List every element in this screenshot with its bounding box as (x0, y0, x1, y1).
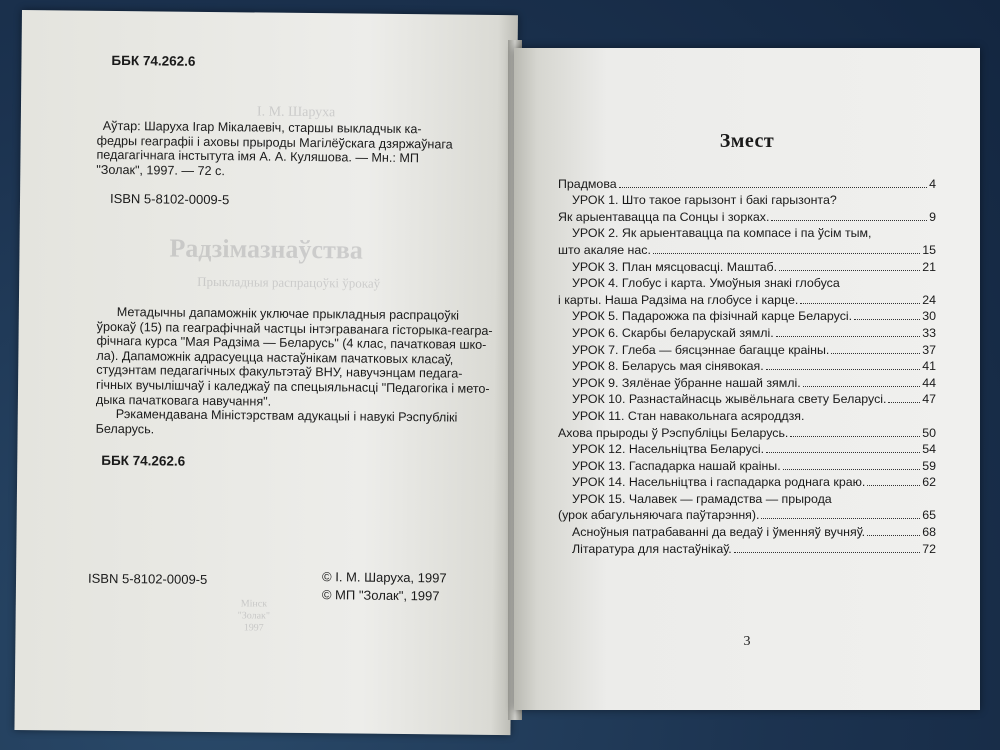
stamp-line: 1997 (243, 622, 264, 634)
toc-entry-title: што акаляе нас. (558, 242, 651, 257)
description-line: Рэкамендавана Міністэрствам адукацыі і навукі Рэспублікі (115, 407, 458, 425)
toc-entry (558, 539, 936, 556)
stamp-line: "Золак" (237, 610, 271, 622)
left-page (14, 10, 518, 735)
toc-entry (558, 406, 936, 423)
toc-dot-leader (867, 534, 920, 536)
toc-dot-leader (800, 302, 920, 304)
toc-entry-title: Прадмова (558, 176, 617, 191)
bbk-code-bottom: ББК 74.262.6 (101, 452, 186, 469)
toc-dot-leader (653, 252, 920, 254)
toc-entry-page: 9 (929, 209, 936, 224)
toc-entry (558, 224, 936, 241)
toc-entry-page: 47 (922, 392, 936, 407)
toc-entry (558, 522, 936, 539)
toc-entry (558, 373, 936, 390)
toc-entry (558, 473, 936, 490)
toc-entry-page: 4 (929, 176, 936, 191)
author-line: Аўтар: Шаруха Ігар Мікалаевіч, старшы выкладчык ка- (102, 118, 422, 137)
toc-entry (558, 340, 936, 357)
toc-dot-leader (779, 269, 920, 271)
toc-entry-title: і карты. Наша Радзіма на глобусе і карце. (558, 292, 799, 307)
ghost-subtitle: Прыкладныя распрацоўкі ўрокаў (197, 273, 381, 291)
toc-dot-leader (790, 435, 920, 437)
toc-dot-leader (803, 385, 921, 387)
toc-entry-title: Літаратура для настаўнікаў. (572, 541, 732, 556)
stamp-line: Мінск (240, 598, 268, 610)
isbn-top: ISBN 5-8102-0009-5 (109, 190, 230, 208)
toc-entry-page: 15 (922, 242, 936, 257)
toc-entry (558, 257, 936, 274)
description-line: Беларусь. (95, 421, 155, 437)
description-line: фічнага курса "Мая Радзіма — Беларусь" (4 клас, пачатковая шко- (96, 333, 487, 353)
ghost-author: І. М. Шаруха (256, 104, 336, 121)
toc-dot-leader (771, 219, 927, 221)
toc-dot-leader (619, 186, 927, 188)
description-block (96, 305, 493, 440)
toc-title: Змест (719, 130, 775, 152)
toc-entry-title: УРОК 11. Стан навакольнага асяроддзя. (572, 408, 805, 423)
toc-entry-page: 59 (922, 458, 936, 473)
toc-entry-title: УРОК 5. Падарожжа па фізічнай карце Беларусі. (572, 309, 853, 324)
description-line: дыка пачатковага навучання". (95, 392, 272, 409)
author-line: "Золак", 1997. — 72 с. (96, 162, 225, 178)
page-number: 3 (743, 634, 751, 649)
toc-entry-title: УРОК 4. Глобус і карта. Умоўныя знакі глобуса (572, 276, 840, 291)
toc-entry-page: 21 (922, 259, 936, 274)
isbn-bottom: ISBN 5-8102-0009-5 (87, 570, 208, 587)
toc-entry (558, 323, 936, 340)
toc-dot-leader (867, 484, 920, 486)
toc-entry-page: 37 (922, 342, 936, 357)
toc-entry-title: УРОК 14. Насельніцтва і гаспадарка роднага краю. (572, 475, 866, 490)
toc-entry (558, 207, 936, 224)
toc-entry-title: УРОК 9. Зялёнае ўбранне нашай зямлі. (572, 375, 801, 390)
toc-entry-page: 44 (922, 375, 936, 390)
toc-entry (558, 489, 936, 506)
author-line: педагагічнага інстытута імя А. А. Куляшова. — Мн.: МП (96, 147, 420, 166)
toc-dot-leader (761, 517, 920, 519)
toc-entry-page: 30 (922, 309, 936, 324)
toc-entry-title: УРОК 2. Як арыентавацца па компасе і па ўсім тым, (572, 226, 872, 241)
author-block (96, 118, 453, 181)
toc-entry (558, 390, 936, 407)
toc-entry (558, 440, 936, 457)
toc-entry-title: Асноўныя патрабаванні да ведаў і ўменняў вучняў. (572, 525, 866, 540)
toc-entry (558, 456, 936, 473)
copyright-author: © І. М. Шаруха, 1997 (322, 569, 447, 586)
right-page (514, 48, 980, 710)
toc-entry-title: УРОК 10. Разнастайнасць жывёльнага свету Беларусі. (572, 392, 887, 407)
toc-entry (558, 191, 936, 208)
toc-entry-page: 41 (922, 359, 936, 374)
toc-entry-title: УРОК 13. Гаспадарка нашай краіны. (572, 458, 781, 473)
author-line: федры геаграфіі і аховы прыроды Магілёўскага дзяржаўнага (96, 133, 453, 152)
description-line: ла). Дапаможнік адрасуецца настаўнікам пачатковых класаў, (96, 348, 454, 367)
ghost-title: Радзімазнаўства (169, 233, 364, 265)
toc-dot-leader (766, 368, 920, 370)
toc-entry-title: УРОК 8. Беларусь мая сінявокая. (572, 359, 764, 374)
toc-entry-page: 33 (922, 325, 936, 340)
description-line: студэнтам педагагічных факультэтаў ВНУ, навучэнцам педага- (96, 363, 463, 382)
toc-entry-title: УРОК 15. Чалавек — грамадства — прырода (572, 491, 832, 506)
toc-dot-leader (734, 551, 921, 553)
toc-entry (558, 240, 936, 257)
toc-dot-leader (831, 352, 920, 354)
toc-entry-page: 72 (922, 541, 936, 556)
toc-entry-page: 65 (922, 508, 936, 523)
toc-dot-leader (783, 468, 921, 470)
toc-entry-page: 68 (922, 525, 936, 540)
toc-entry (558, 274, 936, 291)
table-of-contents (558, 174, 936, 556)
toc-entry-page: 54 (922, 442, 936, 457)
toc-entry-title: (урок абагульняючага паўтарэння). (558, 508, 760, 523)
toc-entry (558, 506, 936, 523)
toc-dot-leader (888, 401, 920, 403)
bbk-code-top: ББК 74.262.6 (111, 52, 196, 69)
toc-entry-page: 50 (922, 425, 936, 440)
toc-entry (558, 357, 936, 374)
toc-entry-title: УРОК 12. Насельніцтва Беларусі. (572, 442, 765, 457)
copyright-publisher: © МП "Золак", 1997 (321, 587, 440, 604)
description-line: гічных вучылішчаў і каледжаў па спецыяльнасці "Педагогіка і мето- (96, 377, 490, 396)
toc-dot-leader (854, 318, 920, 320)
toc-dot-leader (766, 451, 920, 453)
toc-entry-title: УРОК 6. Скарбы беларускай зямлі. (572, 325, 774, 340)
toc-entry-page: 24 (922, 292, 936, 307)
toc-entry-title: Як арыентавацца па Сонцы і зорках. (558, 209, 770, 224)
description-line: ўрокаў (15) па геаграфічнай частцы інтэграванага гісторыка-геагра- (96, 319, 493, 338)
faint-stamp (237, 598, 270, 634)
toc-entry-title: УРОК 1. Што такое гарызонт і бакі гарызонта? (572, 193, 837, 208)
toc-entry-title: УРОК 7. Глеба — бясцэннае багацце краіны. (572, 342, 830, 357)
toc-entry-page: 62 (922, 475, 936, 490)
toc-entry (558, 174, 936, 191)
toc-dot-leader (776, 335, 921, 337)
description-line: Метадычны дапаможнік уключае прыкладныя распрацоўкі (116, 305, 460, 323)
toc-entry (558, 307, 936, 324)
toc-entry (558, 423, 936, 440)
toc-entry-title: Ахова прыроды ў Рэспубліцы Беларусь. (558, 425, 789, 440)
toc-entry (558, 290, 936, 307)
toc-entry-title: УРОК 3. План мясцовасці. Маштаб. (572, 259, 778, 274)
